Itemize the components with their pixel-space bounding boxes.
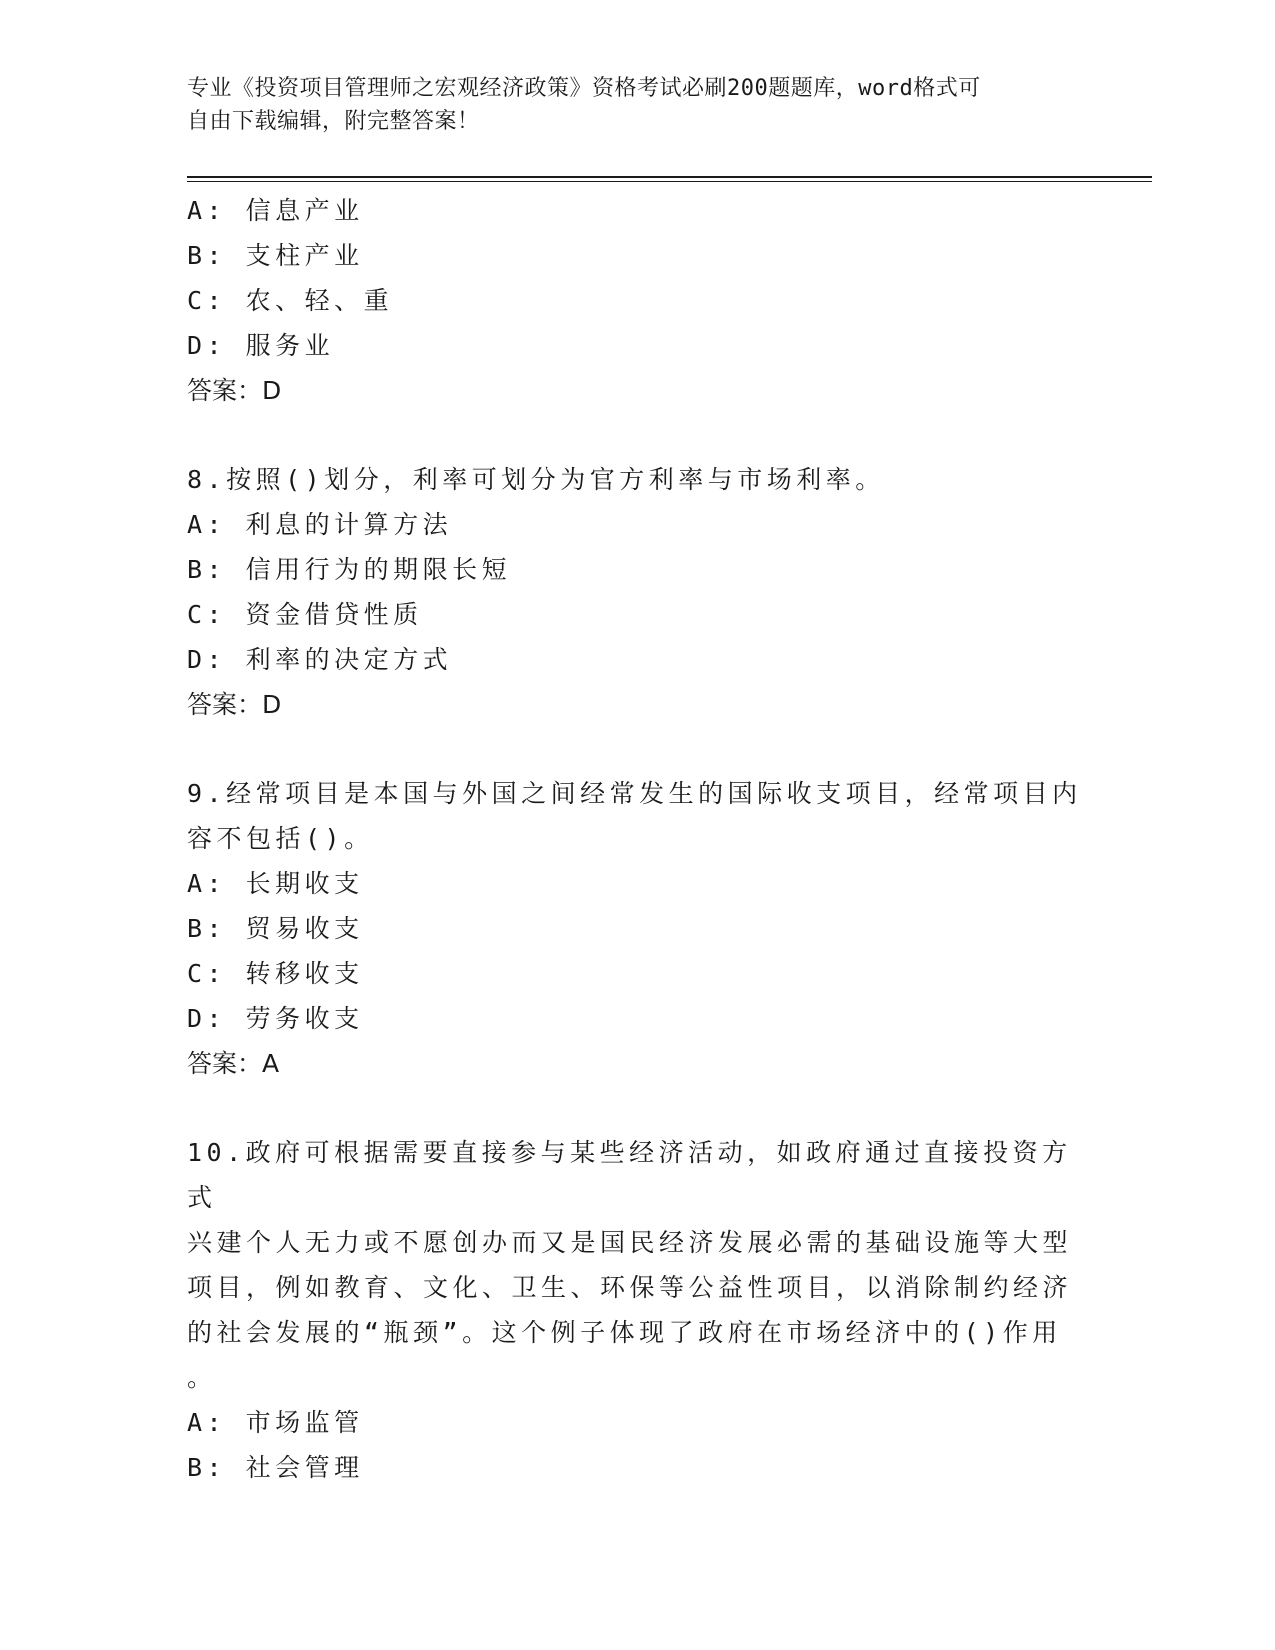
q8-option-b: B: 信用行为的期限长短 (187, 555, 512, 584)
spacer (187, 1087, 1087, 1130)
q10-option-b: B: 社会管理 (187, 1453, 364, 1482)
question-list (187, 188, 1087, 1490)
q7-option-c: C: 农、轻、重 (187, 286, 394, 315)
q8-question: 8.按照()划分，利率可划分为官方利率与市场利率。 (187, 465, 885, 494)
q9-question-line-1: 9.经常项目是本国与外国之间经常发生的国际收支项目，经常项目内 (187, 779, 1082, 808)
q10-question-line-3: 项目，例如教育、文化、卫生、环保等公益性项目，以消除制约经济 (187, 1273, 1073, 1302)
q9-option-b: B: 贸易收支 (187, 914, 364, 943)
document-header (187, 72, 1067, 138)
q10-question-line-2: 兴建个人无力或不愿创办而又是国民经济发展必需的基础设施等大型 (187, 1228, 1073, 1257)
header-line-2: 自由下载编辑，附完整答案！ (187, 109, 480, 134)
q8-answer: 答案：D (187, 690, 282, 719)
q9-option-d: D: 劳务收支 (187, 1004, 364, 1033)
header-divider-thin (187, 181, 1152, 182)
q7-option-b: B: 支柱产业 (187, 241, 364, 270)
q10-question-line-5: 。 (187, 1363, 217, 1392)
q8-option-a: A: 利息的计算方法 (187, 510, 453, 539)
question-7-block (187, 188, 1087, 414)
q7-answer: 答案：D (187, 376, 282, 405)
q9-option-c: C: 转移收支 (187, 959, 364, 988)
q7-option-a: A: 信息产业 (187, 196, 364, 225)
q9-question-line-2: 容不包括()。 (187, 824, 374, 853)
spacer (187, 414, 1087, 457)
question-8-block (187, 457, 1087, 728)
q10-option-a: A: 市场监管 (187, 1408, 364, 1437)
q8-option-d: D: 利率的决定方式 (187, 645, 453, 674)
header-divider-thick (187, 176, 1152, 178)
question-9-block (187, 771, 1087, 1087)
q10-question-line-1: 10.政府可根据需要直接参与某些经济活动，如政府通过直接投资方式 (187, 1138, 1072, 1212)
q10-question-line-4: 的社会发展的“瓶颈”。这个例子体现了政府在市场经济中的()作用 (187, 1318, 1062, 1347)
q8-option-c: C: 资金借贷性质 (187, 600, 423, 629)
spacer (187, 728, 1087, 771)
header-line-1: 专业《投资项目管理师之宏观经济政策》资格考试必刷200题题库，word格式可 (187, 76, 981, 101)
q9-option-a: A: 长期收支 (187, 869, 364, 898)
q9-answer: 答案：A (187, 1049, 280, 1078)
q7-option-d: D: 服务业 (187, 331, 335, 360)
question-10-block (187, 1130, 1087, 1490)
